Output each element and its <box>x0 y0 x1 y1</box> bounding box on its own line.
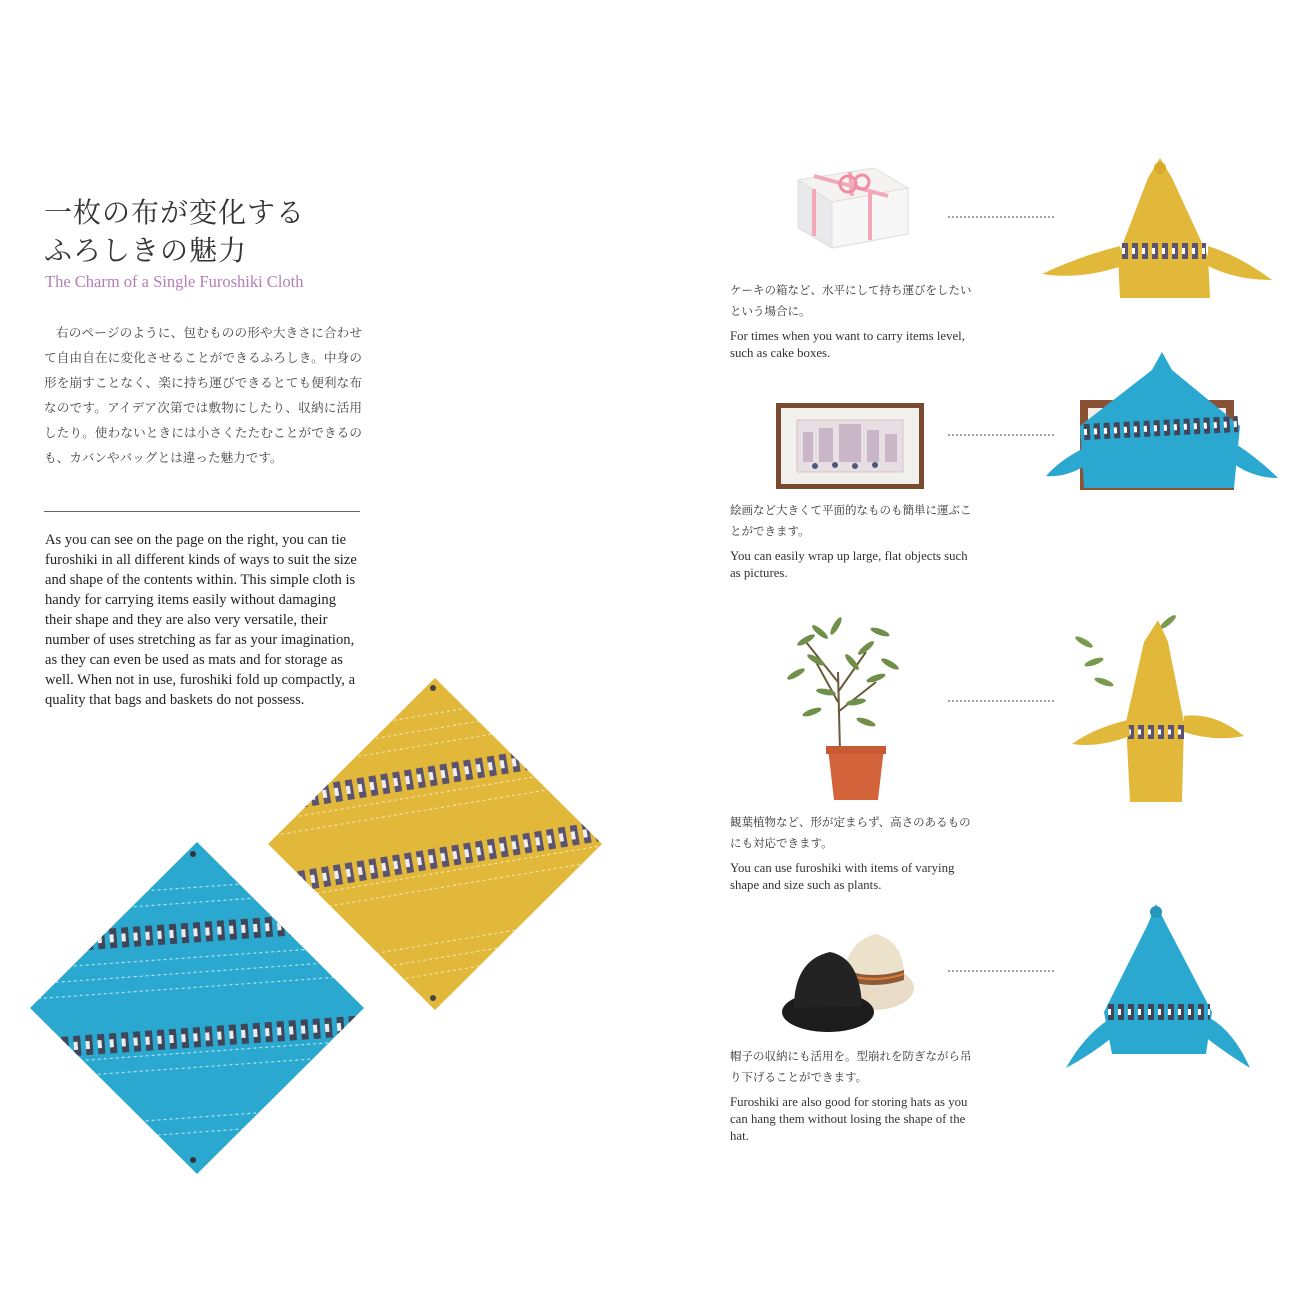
caption-jp: ケーキの箱など、水平にして持ち運びをしたいという場合に。 <box>730 283 972 318</box>
wrapped-yellow-plant-icon <box>1064 612 1250 808</box>
example-caption-1 <box>730 280 980 362</box>
intro-body-jp: 右のページのように、包むものの形や大きさに合わせて自由自在に変化させることができるふろしき。中身の形を崩すことなく、楽に持ち運びできるとても便利な布なのです。アイデア次第では敷物にしたり、収納に活用したり。使わないときには小さくたたむことができるのも、カバンやバッグとは違った魅力です。 <box>44 325 362 465</box>
wrapped-blue-furoshiki-icon <box>1044 352 1280 496</box>
example-caption-3 <box>730 812 980 894</box>
caption-jp: 観葉植物など、形が定まらず、高さのあるものにも対応できます。 <box>730 815 971 850</box>
page-title-en: The Charm of a Single Furoshiki Cloth <box>45 272 304 291</box>
title-jp-line1: 一枚の布が変化する <box>44 196 306 229</box>
framed-picture-icon <box>775 402 925 494</box>
caption-jp: 帽子の収納にも活用を。型崩れを防ぎながら吊り下げることができます。 <box>730 1049 972 1084</box>
example-caption-2 <box>730 500 980 582</box>
page-title-jp <box>44 194 305 270</box>
caption-en: You can use furoshiki with items of varying shape and size such as plants. <box>730 861 955 892</box>
caption-en: Furoshiki are also good for storing hats as you can hang them without losing the shape of the hat. <box>730 1095 968 1143</box>
intro-body-en: As you can see on the page on the right, you can tie furoshiki in all different kinds of ways to suit the size and shape of the contents within. This simple cloth is handy for carrying items easily without damaging their shape and they are also very versatile, their number of uses stretching as far as your imagination, as they can even be used as mats and for storage as well. When not in use, furoshiki fold up compactly, a quality that bags and baskets do not possess. <box>45 532 357 708</box>
caption-en: You can easily wrap up large, flat objects such as pictures. <box>730 549 968 580</box>
caption-jp: 絵画など大きくて平面的なものも簡単に運ぶことができます。 <box>730 503 972 538</box>
wrapped-blue-hats-icon <box>1064 902 1252 1076</box>
connector-dots <box>947 434 1055 436</box>
connector-dots <box>947 216 1055 218</box>
potted-plant-icon <box>776 612 906 808</box>
caption-en: For times when you want to carry items level, such as cake boxes. <box>730 329 965 360</box>
flat-furoshiki-blue <box>30 842 364 1174</box>
divider <box>44 511 360 512</box>
title-jp-line2: ふろしきの魅力 <box>44 234 248 267</box>
example-caption-4 <box>730 1046 980 1145</box>
connector-dots <box>947 970 1055 972</box>
connector-dots <box>947 700 1055 702</box>
wrapped-yellow-furoshiki-icon <box>1040 156 1274 306</box>
hats-icon <box>780 924 916 1040</box>
cake-box-icon <box>788 166 912 254</box>
